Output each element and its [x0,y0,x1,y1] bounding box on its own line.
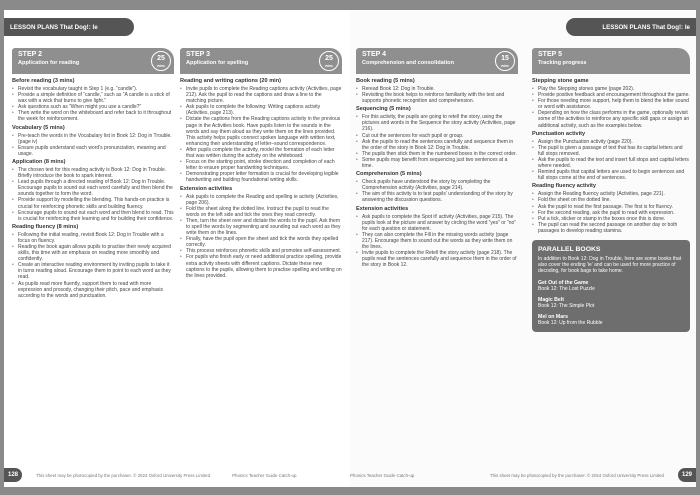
list-item: • Pre-teach the words in the Vocabulary list in Book 12: Dog in Trouble. (page iv) [12,133,174,145]
list-item: • For those needing more support, help them to blend the letter sound or word with assistance. [532,98,690,110]
step4-header [356,48,518,74]
section-heading: Application (8 mins) [12,158,66,165]
list-item: • Following the initial reading, revisit Book 12: Dog in Trouble with a focus on fluency. [12,232,174,244]
step2-column [12,48,174,301]
step4-number: STEP 4 [362,51,386,58]
list-item: • Reread Book 12: Dog in Trouble. [356,86,518,92]
list-item: • Depending on how the class performs in the game, optionally revisit some of the activities to reinforce any specific skill gaps or assign an additional activity, such as the examples below. [532,110,690,128]
book-series: Magic Belt [538,296,564,303]
list-item: • Ask pupils to complete the following: Writing captions activity (Activities, page 213). [180,104,342,116]
step5-title: Tracking progress [538,60,587,66]
section-heading: Before reading (3 mins) [12,78,75,84]
list-item: • After pupils complete the activity, model the formation of each letter that was written during the activity on the whiteboard. [180,147,342,159]
bullet-list [12,167,174,222]
section-heading: Vocabulary (5 mins) [12,124,65,131]
list-item: • Ask the pupils to read the text and insert full stops and capital letters where needed. [532,157,690,169]
list-item: • Encourage pupils to sound out each word and then blend to read. This is crucial for reinforcing their learning and for building their confidence. [12,210,174,222]
copyright: This sheet may be photocopied by the purchaser. © 2024 Oxford University Press Limited [36,472,211,478]
list-item: • They can also complete the Fill in the missing words activity (page 217). Encourage them to sound out the words as they write them on the lines. [356,232,518,250]
list-item: • Revisiting the book helps to reinforce familiarity with the text and supports phonetic recognition and comprehension. [356,92,518,104]
list-item: • Cut out the sentences for each pupil or group. [356,133,518,139]
book-title: Book 12: Up from the Rubble [538,319,603,326]
list-item: • Revisit the vocabulary taught in Step 1 (e.g. “candle”). [12,86,174,92]
list-item: • Demonstrating proper letter formation is crucial for developing legible handwriting and building foundational writing skills. [180,171,342,183]
footer-guide: Phonics Teacher Guide Catch-up [232,472,297,478]
copyright: This sheet may be photocopied by the purchaser. © 2024 Oxford University Press Limited [489,472,664,478]
section-heading: Extension activities [356,205,409,212]
list-item: • The chosen text for this reading activity is Book 12: Dog in Trouble. Briefly introduce the book to spark interest. [12,167,174,179]
list-item: • Create an interactive reading environment by inviting pupils to take it in turns reading aloud. Encourage them to point to each word as they read. [12,262,174,280]
section-heading: Comprehension (5 mins) [356,171,422,178]
footer-guide: Phonics Teacher Guide Catch-up [350,472,415,478]
bullet-list [180,86,342,184]
clock-icon: 25 mins [319,51,339,71]
section-heading: Reading fluency activity [532,183,597,190]
footer-left [4,468,350,482]
step5-number: STEP 5 [538,51,562,58]
section-heading: Book reading (5 mins) [356,78,415,84]
bullet-list [12,232,174,299]
list-item: • Ensure pupils understand each word's pronunciation, meaning and usage. [12,145,174,157]
list-item: • The pupil can read the second passage on another day or both passages to develop reading stamina. [532,222,690,234]
list-item: • Focus on the starting point, stroke direction and completion of each letter to ensure proper handwriting techniques. [180,159,342,171]
list-item: • Provide positive feedback and encouragement throughout the game. [532,92,690,98]
list-item: • As pupils read more fluently, support them to read with more expression and prosody, changing their pitch, pace and emphasis according to the words and punctuation. [12,281,174,299]
left-page [4,10,350,487]
step5-column [532,48,690,332]
list-item: • Put a tick, sticker or stamp in the boxes once this is done. [532,216,690,222]
list-item: • Ask pupils to complete the Reading and spelling ie activity (Activities, page 206). [180,194,342,206]
list-item: • Assign the Punctuation activity (page 220). [532,139,690,145]
list-item: • Assign the Reading fluency activity (Activities, page 221). [532,191,690,197]
box-intro: In addition to Book 12: Dog in Trouble, here are some books that also cover the ending 'ie' and can be used for more practice of decoding, for book bags to take home. [538,255,682,275]
book-series: Get Out of the Game [538,279,589,286]
list-item: • For the second reading, ask the pupil to read with expression. [532,210,690,216]
list-item: • Invite pupils to complete the Retell the story activity (page 218). The pupils read the sentences carefully and sequence them in the order of the story in Book 12. [356,250,518,268]
bullet-list [356,114,518,169]
list-item: • For this activity, the pupils are going to retell the story, using the pictures and words in the Sequence the story activity (Activities, page 216). [356,114,518,132]
list-item: • Ask questions such as “When might you use a candle?” [12,104,174,110]
parallel-books-box [532,240,690,332]
section-heading: Stepping stone game [532,78,589,84]
page-header-right: LESSON PLANS That Dog!: Ie [566,18,696,36]
page-header-left: LESSON PLANS That Dog!: Ie [4,18,134,36]
list-item: • Dictate the captions from the Reading captions activity in the previous page in the Activities book. Have pupils listen to the sounds in the words and say them aloud as they write them on the lines provided. This activity helps pupils connect spoken language with written text, enhancing their understanding of letter–sound correspondence. [180,116,342,146]
clock-icon: 25 mins [151,51,171,71]
bullet-list [532,139,690,182]
footer-right [350,468,696,482]
list-item: • Ask pupils to complete the Spot it! activity (Activities, page 215). The pupils look at the picture and answer by circling the word “yes” or “no” for each question or statement. [356,214,518,232]
section-heading: Sequencing (5 mins) [356,106,411,113]
bullet-list [180,194,342,279]
step3-column [180,48,342,281]
list-item: • Fold the sheet on the dotted line. [532,197,690,203]
section-heading: Extension activities [180,185,233,192]
list-item: • For pupils who finish early or need additional practice spelling, provide extra activity sheets with different captions. Dictate these new captions to the pupils, allowing them to practise spelling and writing on the lines provided. [180,254,342,278]
bullet-list [356,86,518,104]
list-item: • Provide a simple definition of “candle,” such as “A candle is a stick of wax with a wick that burns to give light.” [12,92,174,104]
step2-number: STEP 2 [18,51,42,58]
list-item: • Then write the word on the whiteboard and refer back to it throughout the week for reinforcement. [12,110,174,122]
list-item: • Ask the pupils to read the sentences carefully and sequence them in the order of the story in Book 12: Dog in Trouble. [356,139,518,151]
right-page [350,10,696,487]
book-title: Book 12: The Lost Puzzle [538,285,595,292]
list-item: • Check pupils have understood the story by completing the Comprehension activity (Activities, page 214). [356,179,518,191]
bullet-list [12,86,174,123]
step3-number: STEP 3 [186,51,210,58]
list-item: • Fold the sheet along the dotted line. Instruct the pupil to read the words on the left side and tick the ones they read correctly. [180,206,342,218]
step4-column [356,48,518,270]
list-item: • The aim of this activity is to test pupils' understanding of the story by answering the discussion questions. [356,191,518,203]
list-item: • Provide support by modelling the blending. This hands-on practice is crucial for reinforcing phonetic skills and building fluency. [12,197,174,209]
step2-header [12,48,174,74]
list-item: • The pupils then stick them in the numbered boxes in the correct order. [356,151,518,157]
bullet-list [356,179,518,203]
step2-title: Application for reading [18,60,80,66]
list-item: • The pupil is given a passage of text that has its capital letters and full stops removed. [532,145,690,157]
step3-header [180,48,342,74]
bullet-list [356,214,518,269]
clock-icon: 15 mins [495,51,515,71]
list-item: • Finally, have the pupil open the sheet and tick the words they spelled correctly. [180,236,342,248]
step5-header [532,48,690,74]
book-series: Mel on Mars [538,313,568,320]
box-title: PARALLEL BOOKS [538,245,601,253]
section-heading: Reading and writing captions (20 min) [180,78,282,84]
bullet-list [532,191,690,234]
list-item: • Lead pupils through a directed reading of Book 12: Dog in Trouble. Encourage pupils to sound out each word carefully and then blend the sounds together to form the word. [12,179,174,197]
list-item: • Remind pupils that capital letters are used to begin sentences and full stops come at the end of sentences. [532,169,690,181]
list-item: • This process reinforces phonetic skills and promotes self-assessment. [180,248,342,254]
page-number: 129 [678,468,696,482]
list-item: • Some pupils may benefit from sequencing just two sentences at a time. [356,157,518,169]
list-item: • Invite pupils to complete the Reading captions activity (Activities, page 212). Ask the pupil to read the captions and draw a line to the matching picture. [180,86,342,104]
page-number: 128 [4,468,22,482]
step3-title: Application for spelling [186,60,249,66]
bullet-list [532,86,690,129]
list-item: • Ask the pupil to read the first passage. The first is for fluency. [532,204,690,210]
book-title: Book 12: The Simple Plot [538,302,595,309]
section-heading: Punctuation activity [532,130,586,137]
list-item: • Then, turn the sheet over and dictate the words to the pupil. Ask them to spell the words by segmenting and sounding out each word as they write them on the lines. [180,218,342,236]
list-item: • Reading the book again allows pupils to practise their newly acquired skills, this time with an emphasis on reading more smoothly and confidently. [12,244,174,262]
step4-title: Comprehension and consolidation [362,60,454,66]
section-heading: Reading fluency (8 mins) [12,223,79,230]
list-item: • Play the Stepping stones game (page 202). [532,86,690,92]
bullet-list [12,133,174,157]
